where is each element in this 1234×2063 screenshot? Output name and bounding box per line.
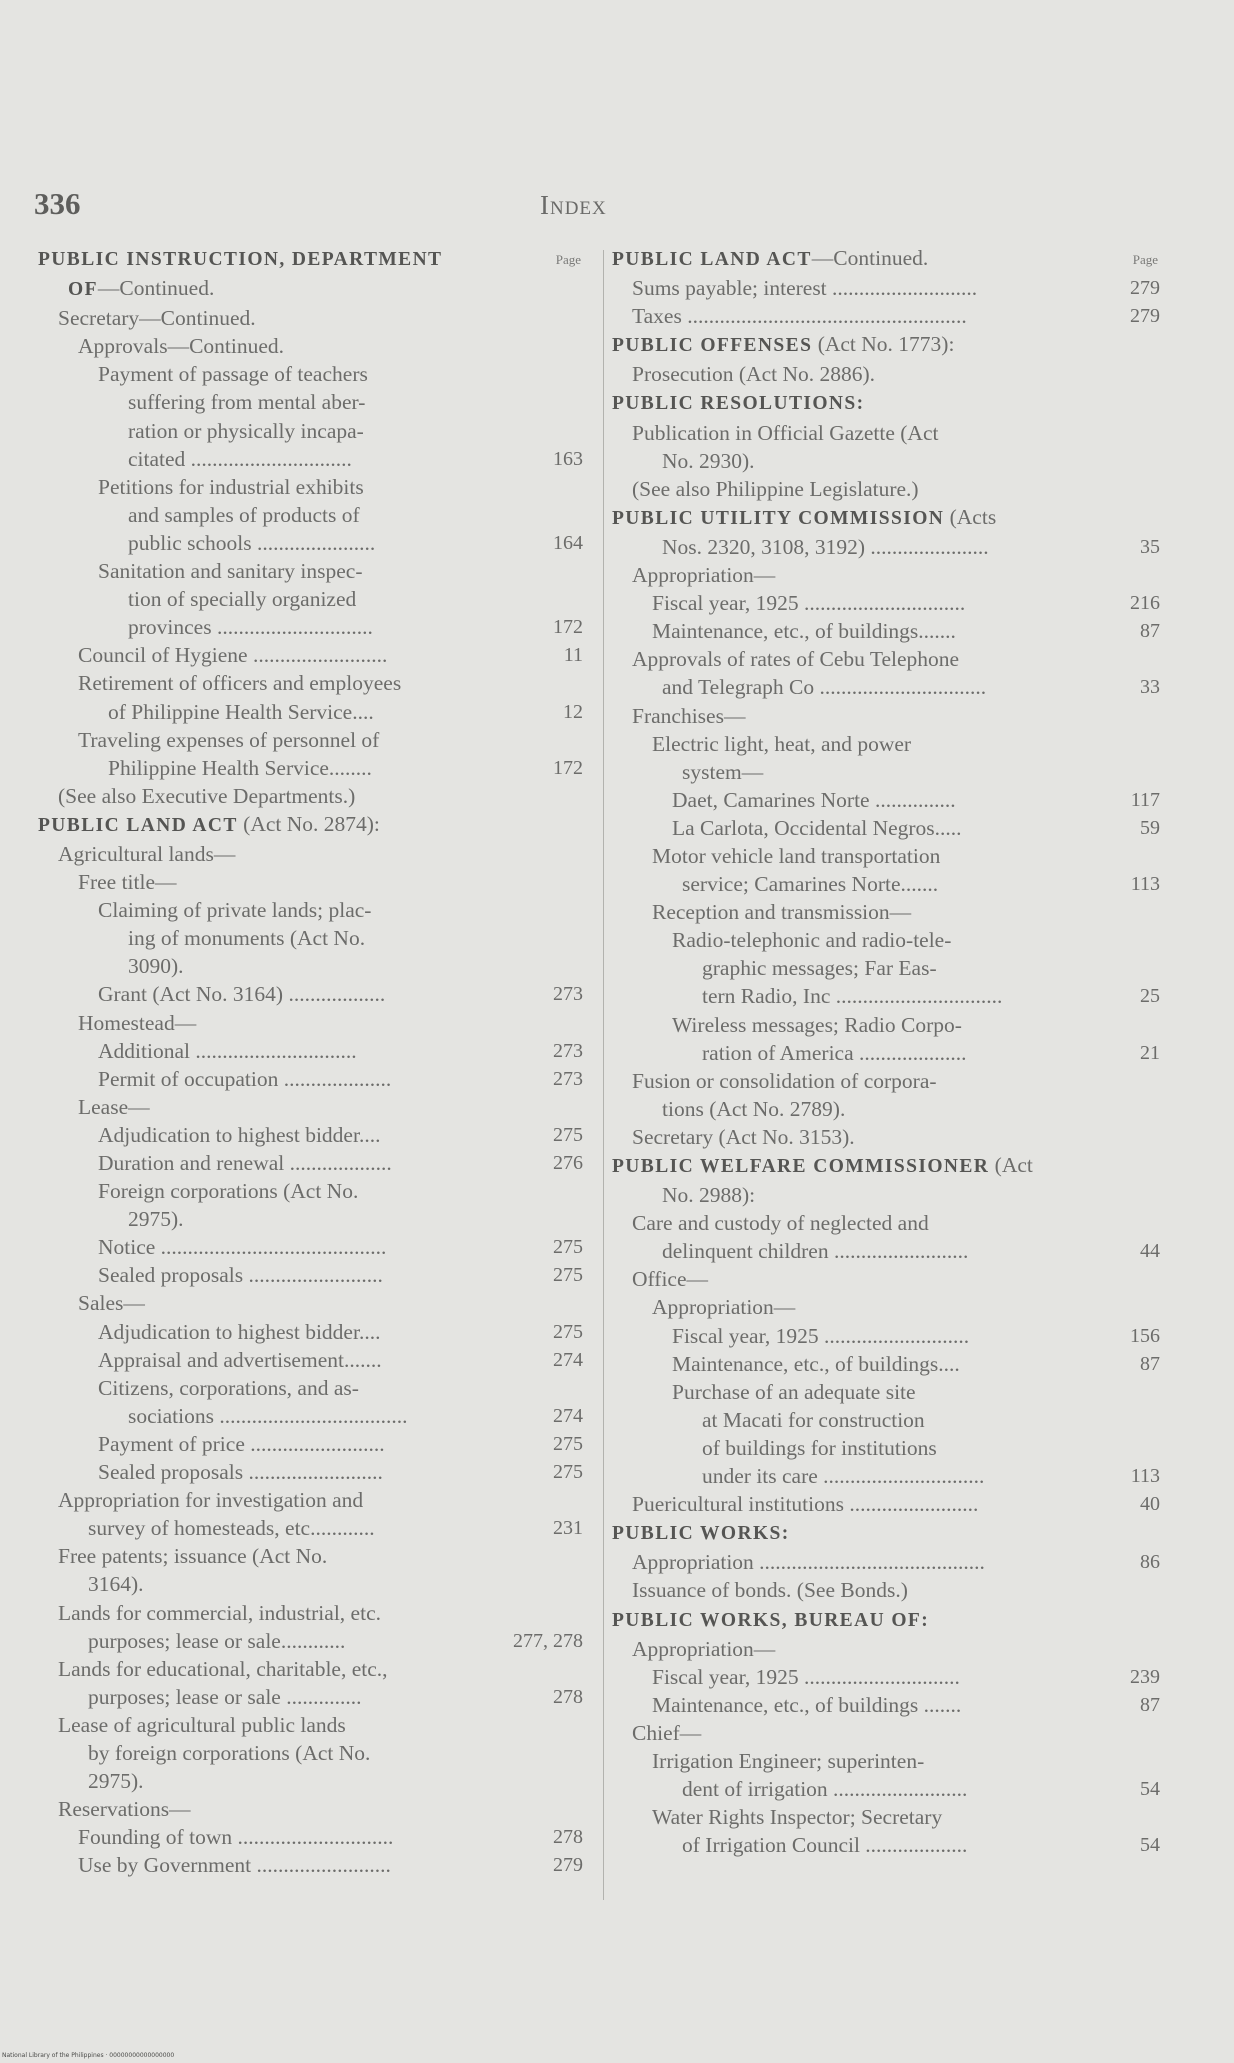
entry-page-ref: 279 [1130,305,1160,328]
entry-page-ref: 279 [1130,277,1160,300]
entry-text: Grant (Act No. 3164) .................. [98,982,386,1007]
entry-text: Lands for educational, charitable, etc., [58,1656,388,1681]
entry-text: Motor vehicle land transportation [652,843,941,868]
index-entry [612,702,1160,730]
index-entry [38,613,583,641]
entry-text: (Acts [944,504,997,529]
index-entry [38,557,583,585]
entry-text: Fiscal year, 1925 ........................... [672,1323,970,1348]
index-entry [38,529,583,557]
index-entry [612,1265,1160,1293]
entry-page-ref: 59 [1140,816,1160,839]
entry-text: Approvals—Continued. [78,334,285,359]
entry-page-ref: 274 [553,1348,583,1371]
entry-text: Notice .......................................... [98,1235,387,1260]
footer-credit: National Library of the Philippines · 00000000000000000 [2,2052,175,2059]
index-entry [38,698,583,726]
entry-page-ref: 87 [1140,1352,1160,1375]
index-entry [612,1039,1160,1067]
index-entry [612,1011,1160,1039]
index-entry [612,1322,1160,1350]
entry-text: service; Camarines Norte....... [682,872,939,897]
index-entry [38,501,583,529]
index-entry [38,641,583,669]
entry-text: Fusion or consolidation of corpora- [632,1068,937,1093]
page-column-label: Page [1132,252,1158,267]
index-entry [612,1576,1160,1604]
index-entry [612,360,1160,388]
index-entry [38,1065,583,1093]
entry-text: Adjudication to highest bidder.... [98,1319,381,1344]
index-entry [612,1719,1160,1747]
index-entry [38,274,583,304]
entry-text: Publication in Official Gazette (Act [632,420,939,445]
index-entry [38,924,583,952]
entry-text: Appropriation— [652,1295,796,1320]
index-entry [612,758,1160,786]
index-entry [612,1548,1160,1576]
entry-heading: PUBLIC WELFARE COMMISSIONER [612,1156,990,1177]
entry-text: 3090). [128,954,184,979]
index-entry [38,1233,583,1261]
entry-page-ref: 216 [1130,592,1160,615]
entry-text: Payment of passage of teachers [98,362,368,387]
index-entry [612,645,1160,673]
index-entry [38,952,583,980]
index-entry [612,1691,1160,1719]
index-entry [612,954,1160,982]
index-entry [38,1655,583,1683]
entry-text: at Macati for construction [702,1407,925,1432]
index-entry [612,1831,1160,1859]
entry-page-ref: 172 [553,756,583,779]
entry-text: Claiming of private lands; plac- [98,898,372,923]
index-entry [38,1093,583,1121]
entry-text: ration of America .................... [702,1040,967,1065]
entry-page-ref: 33 [1140,676,1160,699]
entry-text: Office— [632,1267,709,1292]
entry-text: Chief— [632,1720,702,1745]
entry-text: Free patents; issuance (Act No. [58,1544,328,1569]
index-entry [612,617,1160,645]
index-entry [38,1402,583,1430]
entry-page-ref: 231 [553,1517,583,1540]
entry-page-ref: 164 [553,531,583,554]
entry-page-ref: 172 [553,616,583,639]
index-entry [612,814,1160,842]
entry-text: Payment of price ......................... [98,1431,385,1456]
entry-text: of buildings for institutions [702,1435,937,1460]
entry-text: Sums payable; interest ........................... [632,276,978,301]
index-entry [38,1767,583,1795]
index-entry [612,1237,1160,1265]
entry-text: (Act No. 1773): [812,332,955,357]
index-entry [38,585,583,613]
entry-text: (Act No. 2874): [237,811,380,836]
index-entry [38,782,583,810]
entry-page-ref: 277, 278 [513,1629,583,1652]
page-column-label: Page [555,252,581,267]
index-entry [38,1570,583,1598]
entry-page-ref: 278 [553,1685,583,1708]
entry-text: Foreign corporations (Act No. [98,1179,359,1204]
entry-page-ref: 35 [1140,535,1160,558]
index-entry [38,669,583,697]
entry-text: Franchises— [632,703,746,728]
entry-text: Additional .............................. [98,1038,357,1063]
entry-text: and samples of products of [128,502,360,527]
index-entry [38,980,583,1008]
entry-text: Electric light, heat, and power [652,731,912,756]
entry-page-ref: 239 [1130,1665,1160,1688]
index-entry [612,673,1160,701]
entry-text: Appropriation .......................................... [632,1550,985,1575]
entry-heading: PUBLIC WORKS: [612,1523,790,1545]
index-entry [612,926,1160,954]
entry-page-ref: 86 [1140,1551,1160,1574]
index-entry [612,870,1160,898]
entry-heading: PUBLIC RESOLUTIONS: [612,393,865,415]
entry-text: Petitions for industrial exhibits [98,474,364,499]
index-entry [612,419,1160,447]
entry-text: —Continued. [97,276,215,301]
index-entry [38,332,583,360]
index-entry [612,1605,1160,1635]
index-entry [38,1177,583,1205]
index-entry [612,561,1160,589]
index-entry [38,1149,583,1177]
index-entry [612,244,1160,274]
entry-text: Nos. 2320, 3108, 3192) ...................... [662,534,989,559]
entry-text: Traveling expenses of personnel of [78,727,380,752]
index-entry [38,754,583,782]
index-entry [612,1151,1160,1181]
entry-text: Maintenance, etc., of buildings ....... [652,1692,962,1717]
entry-text: citated .............................. [128,446,352,471]
entry-text: Free title— [78,870,177,895]
entry-text: ration or physically incapa- [128,418,364,443]
index-entry [38,1009,583,1037]
entry-text: Secretary (Act No. 3153). [632,1124,855,1149]
entry-page-ref: 275 [553,1123,583,1146]
index-entry [612,982,1160,1010]
page-number: 336 [34,186,81,221]
entry-heading: PUBLIC LAND ACT [612,249,812,270]
entry-text: Sealed proposals ......................... [98,1263,383,1288]
entry-text: purposes; lease or sale............ [88,1628,346,1653]
index-entry [612,1181,1160,1209]
index-entry [38,868,583,896]
entry-text: tern Radio, Inc ............................... [702,984,1003,1009]
entry-text: Council of Hygiene ......................... [78,643,388,668]
index-entry [38,1514,583,1542]
entry-text: No. 2988): [662,1183,756,1208]
entry-text: graphic messages; Far Eas- [702,956,937,981]
index-entry [38,1739,583,1767]
entry-text: by foreign corporations (Act No. [88,1740,371,1765]
entry-text: 2975). [88,1769,144,1794]
index-entry [38,1823,583,1851]
index-entry [612,1350,1160,1378]
index-entry [38,388,583,416]
index-entry [612,1293,1160,1321]
index-entry [612,1747,1160,1775]
index-entry [612,274,1160,302]
entry-text: and Telegraph Co ............................... [662,675,987,700]
entry-text: Philippine Health Service........ [108,755,372,780]
entry-page-ref: 21 [1140,1041,1160,1064]
entry-text: Lease— [78,1094,150,1119]
entry-text: Appropriation— [632,563,776,588]
entry-page-ref: 273 [553,1067,583,1090]
index-entry [38,810,583,840]
index-entry [38,1458,583,1486]
index-entry [38,244,583,274]
index-entry [612,730,1160,758]
index-entry [38,445,583,473]
entry-heading: PUBLIC OFFENSES [612,335,813,357]
entry-text: Agricultural lands— [58,841,236,866]
entry-text: Maintenance, etc., of buildings....... [652,619,956,644]
index-entry [612,1635,1160,1663]
entry-text: Appropriation— [632,1636,776,1661]
entry-text: public schools ...................... [128,530,376,555]
entry-text: ing of monuments (Act No. [128,926,366,951]
index-entry [612,1462,1160,1490]
entry-text: Founding of town ............................. [78,1825,394,1850]
entry-page-ref: 87 [1140,620,1160,643]
entry-text: of Irrigation Council ................... [682,1833,968,1858]
entry-page-ref: 117 [1130,788,1160,811]
index-entry [38,1851,583,1879]
entry-text: Purchase of an adequate site [672,1379,916,1404]
index-entry [38,1346,583,1374]
entry-text: 3164). [88,1572,144,1597]
entry-text: of Philippine Health Service.... [108,699,374,724]
index-entry [38,1037,583,1065]
entry-page-ref: 40 [1140,1493,1160,1516]
index-entry [38,473,583,501]
entry-text: provinces ............................. [128,615,373,640]
entry-text: survey of homesteads, etc............ [88,1516,375,1541]
index-entry [38,840,583,868]
index-entry [612,842,1160,870]
entry-text: system— [682,759,764,784]
index-column-left [38,244,583,1879]
entry-page-ref: 12 [563,700,583,723]
entry-page-ref: 275 [553,1320,583,1343]
index-entry [612,1434,1160,1462]
entry-text: Water Rights Inspector; Secretary [652,1805,943,1830]
entry-text: Permit of occupation .................... [98,1066,392,1091]
index-entry [38,1711,583,1739]
entry-page-ref: 113 [1130,1465,1160,1488]
entry-text: Daet, Camarines Norte ............... [672,787,956,812]
entry-page-ref: 54 [1140,1778,1160,1801]
entry-page-ref: 54 [1140,1834,1160,1857]
entry-text: —Continued. [811,246,929,270]
entry-text: Prosecution (Act No. 2886). [632,362,876,387]
entry-text: Fiscal year, 1925 .............................. [652,591,966,616]
entry-text: Fiscal year, 1925 ............................. [652,1664,960,1689]
entry-text: under its care .............................. [702,1464,985,1489]
entry-text: Care and custody of neglected and [632,1211,929,1236]
index-entry [38,1205,583,1233]
entry-text: Taxes .................................................... [632,304,967,329]
entry-page-ref: 44 [1140,1240,1160,1263]
index-entry [612,1490,1160,1518]
entry-text: purposes; lease or sale .............. [88,1684,362,1709]
entry-page-ref: 278 [553,1826,583,1849]
entry-text: Puericultural institutions ........................ [632,1492,979,1517]
entry-text: (See also Philippine Legislature.) [632,476,919,501]
index-entry [612,503,1160,533]
entry-text: Retirement of officers and employees [78,671,402,696]
index-entry [38,304,583,332]
index-column-right [612,244,1160,1859]
entry-page-ref: 275 [553,1264,583,1287]
entry-page-ref: 275 [553,1432,583,1455]
index-entry [612,302,1160,330]
entry-page-ref: 274 [553,1404,583,1427]
index-entry [612,589,1160,617]
entry-page-ref: 279 [553,1854,583,1877]
entry-heading: PUBLIC UTILITY COMMISSION [612,507,945,529]
entry-text: Sealed proposals ......................... [98,1460,383,1485]
entry-text: Wireless messages; Radio Corpo- [672,1012,962,1037]
entry-text: Approvals of rates of Cebu Telephone [632,647,960,672]
index-entry [38,1318,583,1346]
index-entry [38,1683,583,1711]
entry-text: 2975). [128,1207,184,1232]
entry-page-ref: 25 [1140,985,1160,1008]
entry-text: tion of specially organized [128,587,357,612]
entry-text: sociations ................................... [128,1403,408,1428]
entry-text: Secretary—Continued. [58,306,256,331]
index-entry [612,786,1160,814]
entry-text: Lease of agricultural public lands [58,1712,346,1737]
entry-text: No. 2930). [662,448,755,473]
entry-text: tions (Act No. 2789). [662,1096,846,1121]
entry-text: (See also Executive Departments.) [58,783,356,808]
index-entry [612,1123,1160,1151]
index-entry [38,726,583,754]
entry-text: (Act [989,1153,1033,1177]
entry-page-ref: 273 [553,1039,583,1062]
entry-page-ref: 163 [553,447,583,470]
index-entry [38,1261,583,1289]
index-entry [38,1795,583,1823]
entry-text: Reservations— [58,1797,191,1822]
entry-text: Issuance of bonds. (See Bonds.) [632,1578,908,1603]
entry-text: Homestead— [78,1010,197,1035]
entry-text: Duration and renewal ................... [98,1151,392,1175]
index-entry [38,360,583,388]
entry-text: La Carlota, Occidental Negros..... [672,815,962,840]
entry-text: Use by Government ......................... [78,1853,391,1878]
entry-page-ref: 275 [553,1461,583,1484]
entry-page-ref: 276 [553,1152,583,1174]
index-entry [612,1095,1160,1123]
entry-text: Citizens, corporations, and as- [98,1375,359,1400]
index-entry [612,1663,1160,1691]
entry-text: Maintenance, etc., of buildings.... [672,1351,960,1376]
entry-page-ref: 273 [553,983,583,1006]
index-entry [612,447,1160,475]
index-entry [38,1542,583,1570]
entry-text: dent of irrigation ......................... [682,1777,968,1802]
entry-heading: OF [68,279,98,301]
entry-heading: PUBLIC WORKS, BUREAU OF: [612,1609,930,1631]
index-entry [38,1374,583,1402]
index-entry [38,417,583,445]
entry-heading: PUBLIC LAND ACT [38,814,238,836]
entry-heading: PUBLIC INSTRUCTION, DEPARTMENT [38,249,443,270]
page-header [30,186,1180,236]
index-entry [612,330,1160,360]
entry-text: delinquent children ......................... [662,1239,969,1264]
index-entry [612,898,1160,926]
index-entry [38,896,583,924]
entry-text: Reception and transmission— [652,900,912,925]
index-entry [612,1406,1160,1434]
entry-text: Appropriation for investigation and [58,1488,364,1513]
entry-page-ref: 11 [563,644,583,667]
page-title: Index [540,190,607,220]
entry-page-ref: 113 [1130,873,1160,896]
index-entry [612,533,1160,561]
index-entry [38,1627,583,1655]
index-entry [38,1430,583,1458]
index-entry [612,475,1160,503]
index-entry [612,1209,1160,1237]
entry-text: Adjudication to highest bidder.... [98,1122,381,1147]
entry-text: Radio-telephonic and radio-tele- [672,928,952,953]
entry-page-ref: 156 [1130,1324,1160,1347]
index-entry [38,1486,583,1514]
index-entry [612,1803,1160,1831]
entry-text: Lands for commercial, industrial, etc. [58,1600,381,1625]
index-entry [612,1518,1160,1548]
index-entry [612,1775,1160,1803]
entry-text: Appraisal and advertisement....... [98,1347,382,1372]
index-entry [612,1067,1160,1095]
entry-page-ref: 275 [553,1236,583,1259]
entry-text: Sales— [78,1291,145,1316]
index-entry [38,1121,583,1149]
entry-text: suffering from mental aber- [128,390,366,415]
index-entry [38,1289,583,1317]
index-entry [612,1378,1160,1406]
index-entry [612,388,1160,418]
column-divider [603,250,604,1900]
entry-text: Irrigation Engineer; superinten- [652,1748,925,1773]
index-entry [38,1599,583,1627]
entry-text: Sanitation and sanitary inspec- [98,559,363,584]
entry-page-ref: 87 [1140,1693,1160,1716]
